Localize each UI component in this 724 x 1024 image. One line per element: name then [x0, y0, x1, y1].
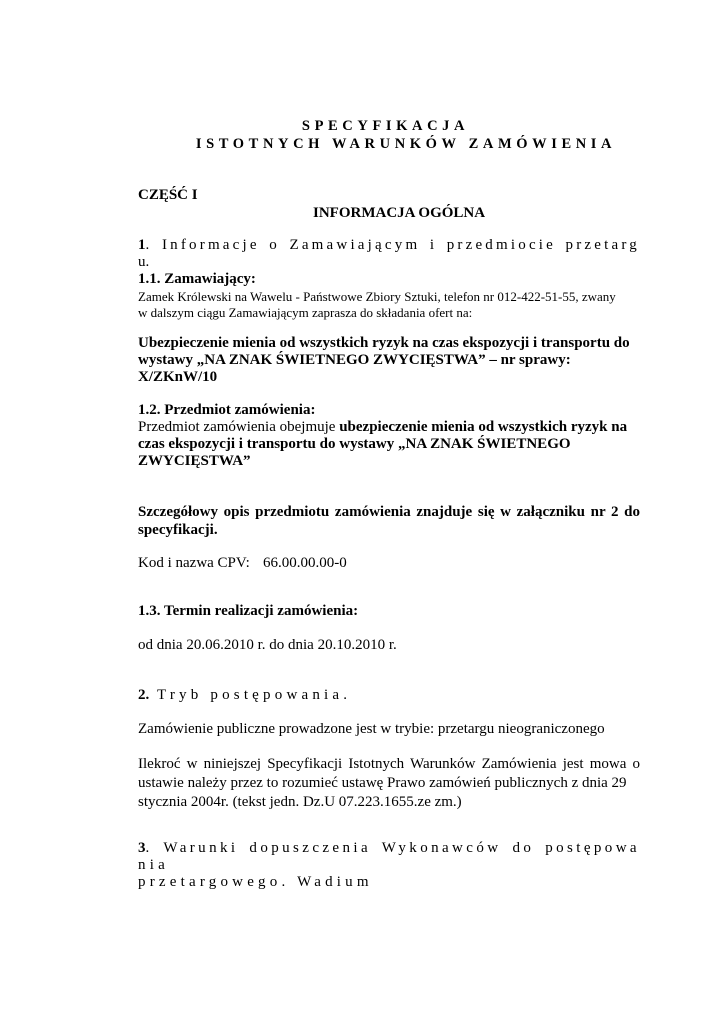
cpv-value: 66.00.00.00-0 — [263, 555, 347, 571]
section2-text1: Zamówienie publiczne prowadzone jest w trybie: przetargu nieograniczonego — [138, 721, 605, 737]
document-subtitle: ISTOTNYCH WARUNKÓW ZAMÓWIENIA — [195, 136, 617, 152]
subsection-1-2-bold1: ubezpieczenie mienia od wszystkich ryzyk na — [339, 419, 628, 435]
section1-heading-text: . Informacje o Zamawiającym i przedmiocie przetarg — [145, 237, 640, 253]
cpv-label: Kod i nazwa CPV: — [138, 555, 250, 571]
section2-heading — [138, 687, 351, 704]
section2-paragraph — [138, 755, 640, 812]
detail-line2: specyfikacji. — [138, 522, 218, 538]
section2-text2-line3: stycznia 2004r. (tekst jedn. Dz.U 07.223.1655.ze zm.) — [138, 794, 462, 810]
section3-heading-line2: nia — [138, 857, 169, 873]
document-title: SPECYFIKACJA — [301, 118, 470, 134]
part-label: CZĘŚĆ I — [138, 187, 198, 203]
section3-heading — [138, 840, 640, 891]
subsection-1-2-plain: Przedmiot zamówienia obejmuje — [138, 419, 340, 435]
tender-title-line1: Ubezpieczenie mienia od wszystkich ryzyk na czas ekspozycji i transportu do — [138, 335, 630, 351]
subsection-1-1-text-line2: w dalszym ciągu Zamawiającym zaprasza do składania ofert na: — [138, 305, 473, 320]
subsection-1-1-text-line1: Zamek Królewski na Wawelu - Państwowe Zbiory Sztuki, telefon nr 012-422-51-55, zwany — [138, 289, 616, 304]
section1-number: 1 — [138, 237, 146, 253]
subsection-1-3-text: od dnia 20.06.2010 r. do dnia 20.10.2010 r. — [138, 637, 397, 653]
section1-heading-wrap: u. — [138, 254, 150, 270]
subsection-1-3-title: 1.3. Termin realizacji zamówienia: — [138, 603, 359, 619]
section2-heading-text: Tryb postępowania. — [157, 687, 352, 703]
part-subtitle: INFORMACJA OGÓLNA — [313, 205, 486, 221]
section2-number: 2. — [138, 687, 150, 703]
detail-paragraph — [138, 503, 640, 539]
subsection-1-2-text-line3: ZWYCIĘSTWA” — [138, 453, 251, 469]
subsection-1-2-text-line2: czas ekspozycji i transportu do wystawy „NA ZNAK ŚWIETNEGO — [138, 436, 571, 452]
section3-heading-line1: . Warunki dopuszczenia Wykonawców do postępowa — [145, 840, 640, 856]
tender-title-line2: wystawy „NA ZNAK ŚWIETNEGO ZWYCIĘSTWA” – nr sprawy: — [138, 352, 571, 368]
detail-line1: Szczegółowy opis przedmiotu zamówienia znajduje się w załączniku nr 2 do — [138, 504, 640, 520]
section1-heading — [138, 237, 640, 271]
subsection-1-2-text-line1 — [138, 419, 627, 436]
subsection-1-2-title: 1.2. Przedmiot zamówienia: — [138, 402, 316, 418]
section3-heading-line3: przetargowego. Wadium — [138, 874, 373, 890]
subsection-1-1-title: 1.1. Zamawiający: — [138, 271, 256, 287]
tender-title-line3: X/ZKnW/10 — [138, 369, 218, 385]
section2-text2-line1: Ilekroć w niniejszej Specyfikacji Istotnych Warunków Zamówienia jest mowa o — [138, 756, 640, 772]
section3-number: 3 — [138, 840, 146, 856]
section2-text2-line2: ustawie należy przez to rozumieć ustawę Prawo zamówień publicznych z dnia 29 — [138, 775, 627, 791]
